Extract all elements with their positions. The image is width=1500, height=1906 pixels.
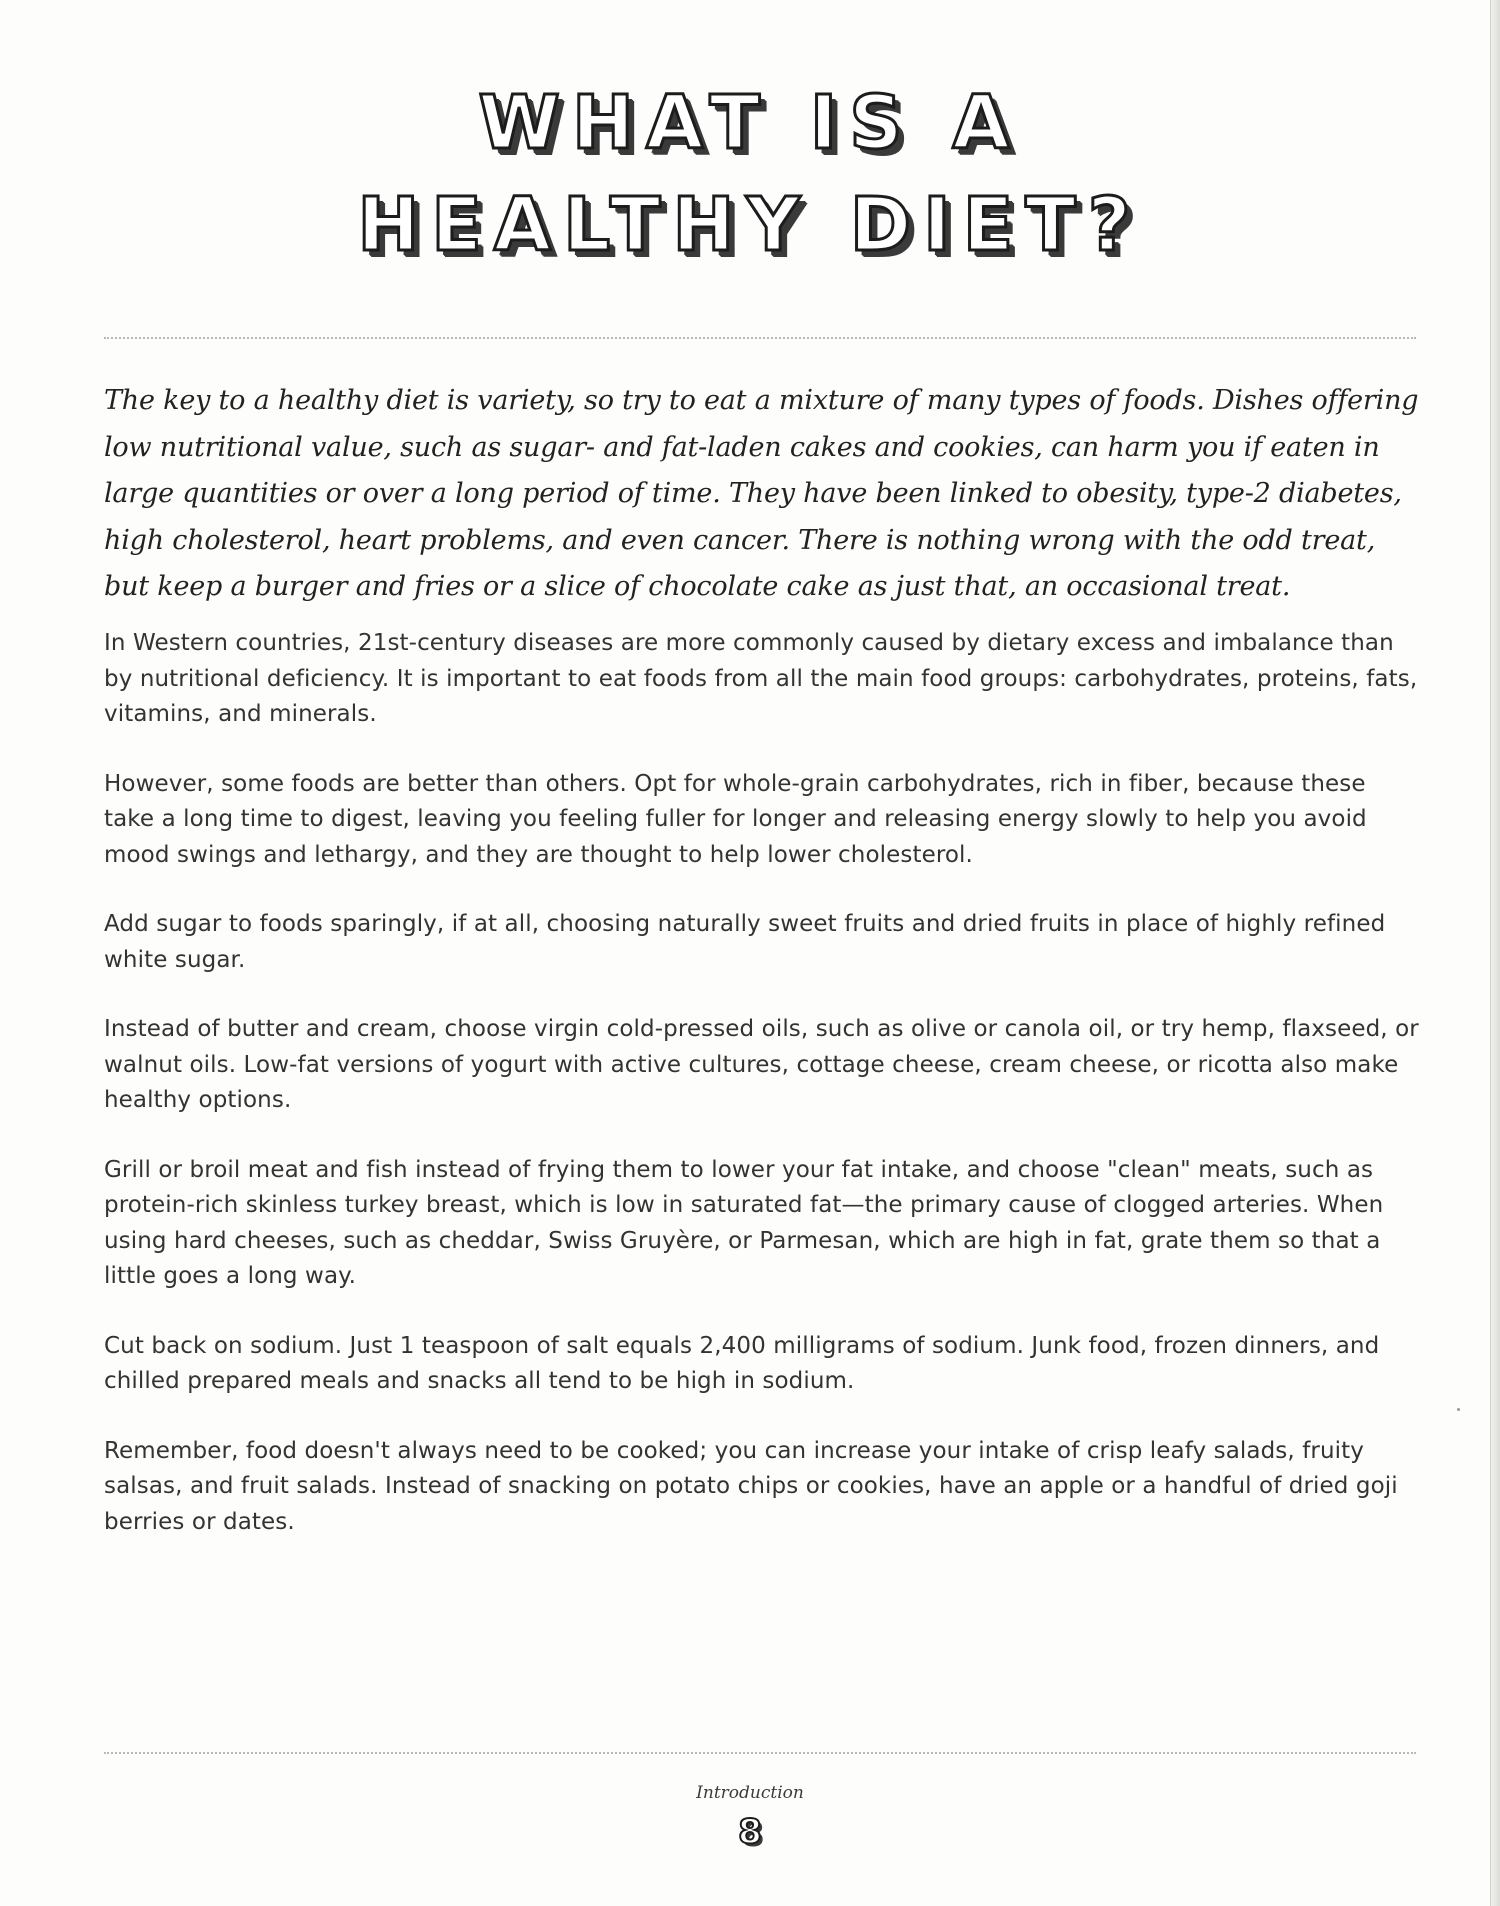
body-paragraph-1: In Western countries, 21st-century diseases are more commonly caused by dietary excess and imbalance than by nutritional deficiency. It is important to eat foods from all the main food groups: carbohydrates, proteins, fats, vitamins, and minerals. [104, 630, 1418, 727]
top-divider [104, 337, 1416, 339]
page-edge [1490, 0, 1500, 1906]
title-line-2: HEALTHY DIET? [357, 182, 1143, 268]
intro-paragraph: The key to a healthy diet is variety, so try to eat a mixture of many types of foods. Dishes offering low nutritional value, such as sugar- and fat-laden cakes and cookies, can harm you if eaten in large quantities or over a long period of time. They have been linked to obesity, type-2 diabetes, high cholesterol, heart problems, and even cancer. There is nothing wrong with the odd treat, but keep a burger and fries or a slice of chocolate cake as just that, an occasional treat. [104, 385, 1419, 602]
body-paragraph-2: However, some foods are better than others. Opt for whole-grain carbohydrates, rich in fiber, because these take a long time to digest, leaving you feeling fuller for longer and releasing energy slowly to help you avoid mood swings and lethargy, and they are thought to help lower cholesterol. [104, 770, 1367, 868]
page-title [100, 80, 1400, 268]
bottom-divider [104, 1752, 1416, 1754]
body-paragraph-7: Remember, food doesn't always need to be cooked; you can increase your intake of crisp leafy salads, fruity salsas, and fruit salads. Instead of snacking on potato chips or cookies, have an apple or a handful of dried goji berries or dates. [104, 1437, 1398, 1535]
body-paragraph-6: Cut back on sodium. Just 1 teaspoon of salt equals 2,400 milligrams of sodium. Junk food, frozen dinners, and chilled prepared meals and snacks all tend to be high in sodium. [104, 1332, 1380, 1394]
title-line-1: WHAT IS A [478, 80, 1022, 166]
section-label: Introduction [696, 1783, 804, 1803]
body-paragraph-5: Grill or broil meat and fish instead of frying them to lower your fat intake, and choose "clean" meats, such as protein-rich skinless turkey breast, which is low in saturated fat—the primary cause of clogged arteries. When using hard cheeses, such as cheddar, Swiss Gruyère, or Parmesan, which are high in fat, grate them so that a little goes a long way. [104, 1156, 1384, 1289]
body-paragraph-4: Instead of butter and cream, choose virgin cold-pressed oils, such as olive or canola oil, or try hemp, flaxseed, or walnut oils. Low-fat versions of yogurt with active cultures, cottage cheese, cream cheese, or ricotta also make healthy options. [104, 1016, 1419, 1113]
body-text [104, 626, 1420, 1574]
scan-speck [1457, 1408, 1460, 1411]
page-number: 8 [738, 1812, 762, 1852]
body-paragraph-3: Add sugar to foods sparingly, if at all, choosing naturally sweet fruits and dried fruits in place of highly refined white sugar. [104, 911, 1386, 973]
